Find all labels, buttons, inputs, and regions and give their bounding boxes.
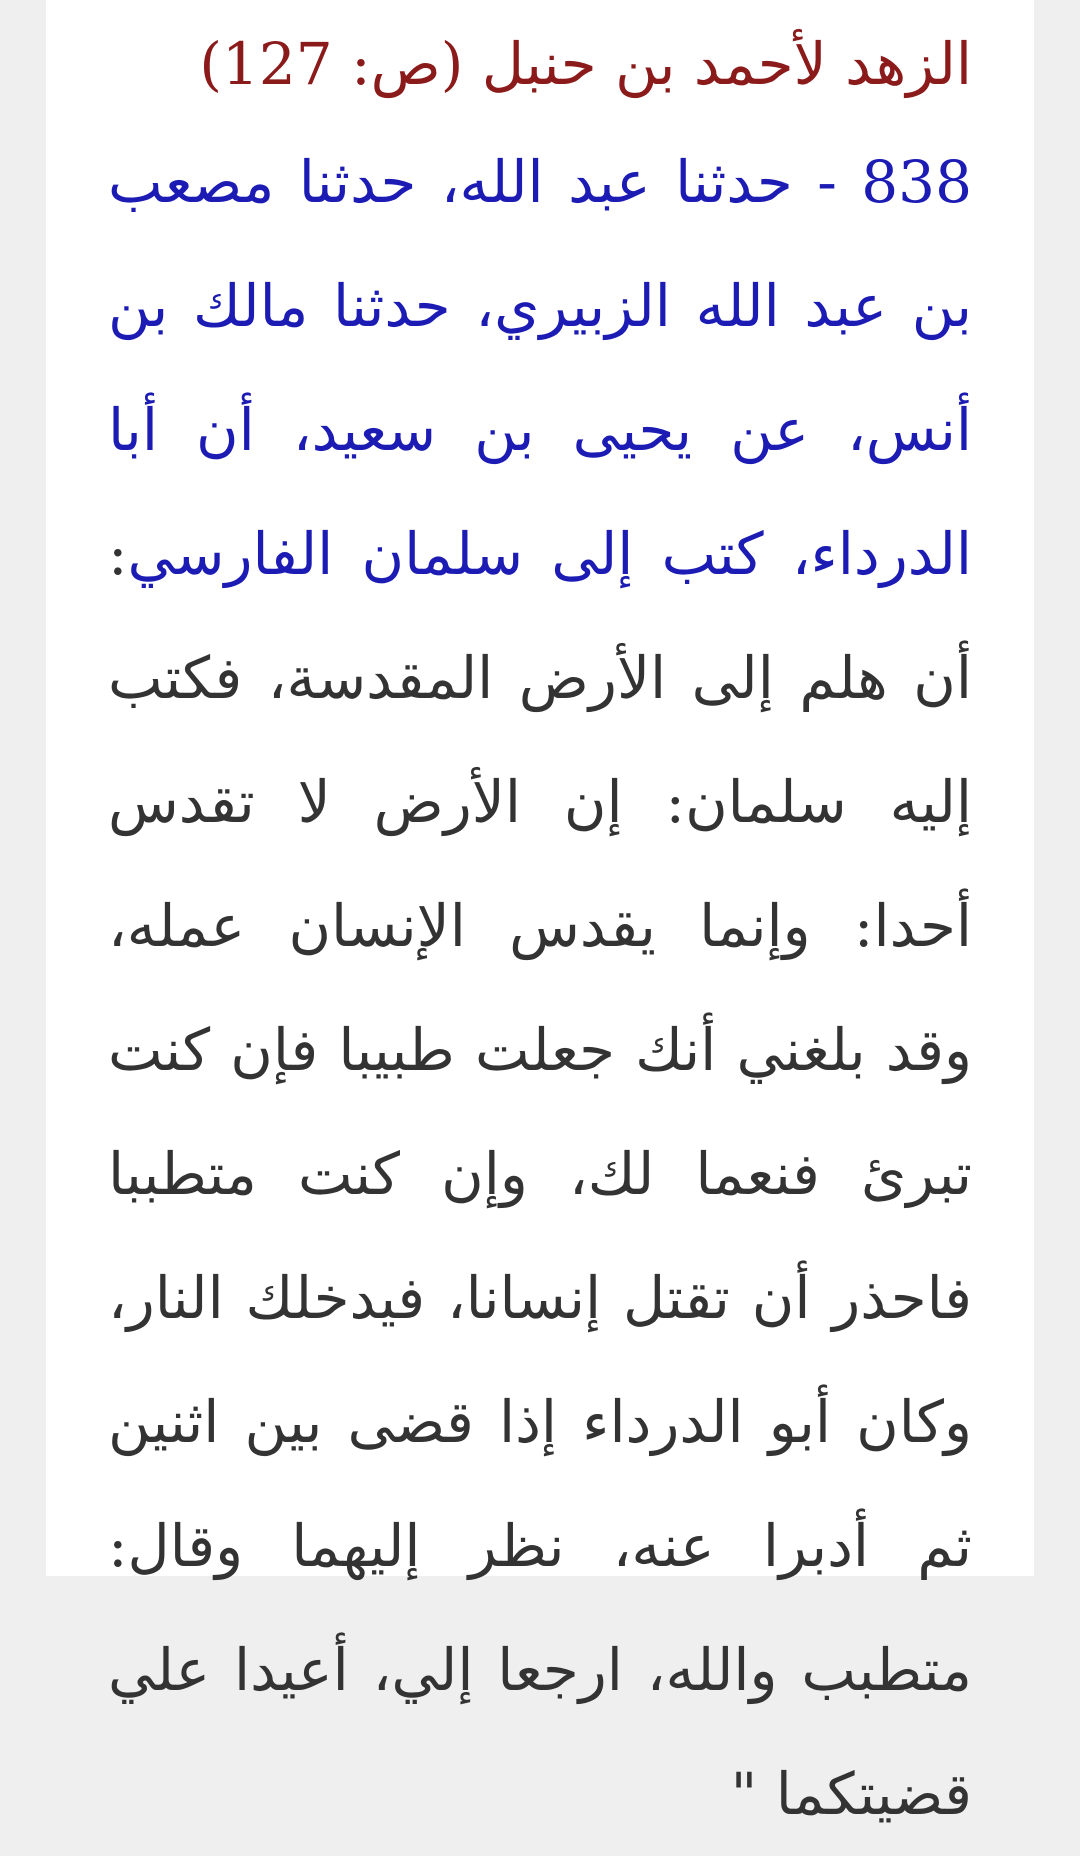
document-page [46,0,1034,1828]
page-reference: (ص: 127) [199,30,464,98]
hadith-isnad: حدثنا عبد الله، حدثنا مصعب بن عبد الله الزبيري، حدثنا مالك بن أنس، عن يحيى بن سعيد، أن أبا الدرداء، كتب إلى سلمان الفارسي [108,148,972,588]
book-title: الزهد لأحمد بن حنبل [481,30,972,98]
hadith-matn: : أن هلم إلى الأرض المقدسة، فكتب إليه سلمان: إن الأرض لا تقدس أحدا: وإنما يقدس الإنسان عمله، وقد بلغني أنك جعلت طبيبا فإن كنت تبرئ فنعما لك، وإن كنت متطببا فاحذر أن تقتل إنسانا، فيدخلك النار، وكان أبو الدرداء إذا قضى بين اثنين ثم أدبرا عنه، نظر إليهما وقال: متطبب والله، ارجعا إلي، أعيدا علي قضيتكما " [108,520,972,1828]
hadith-text-block [108,18,972,1856]
source-title [108,18,972,110]
hadith-number: 838 - [792,148,972,216]
